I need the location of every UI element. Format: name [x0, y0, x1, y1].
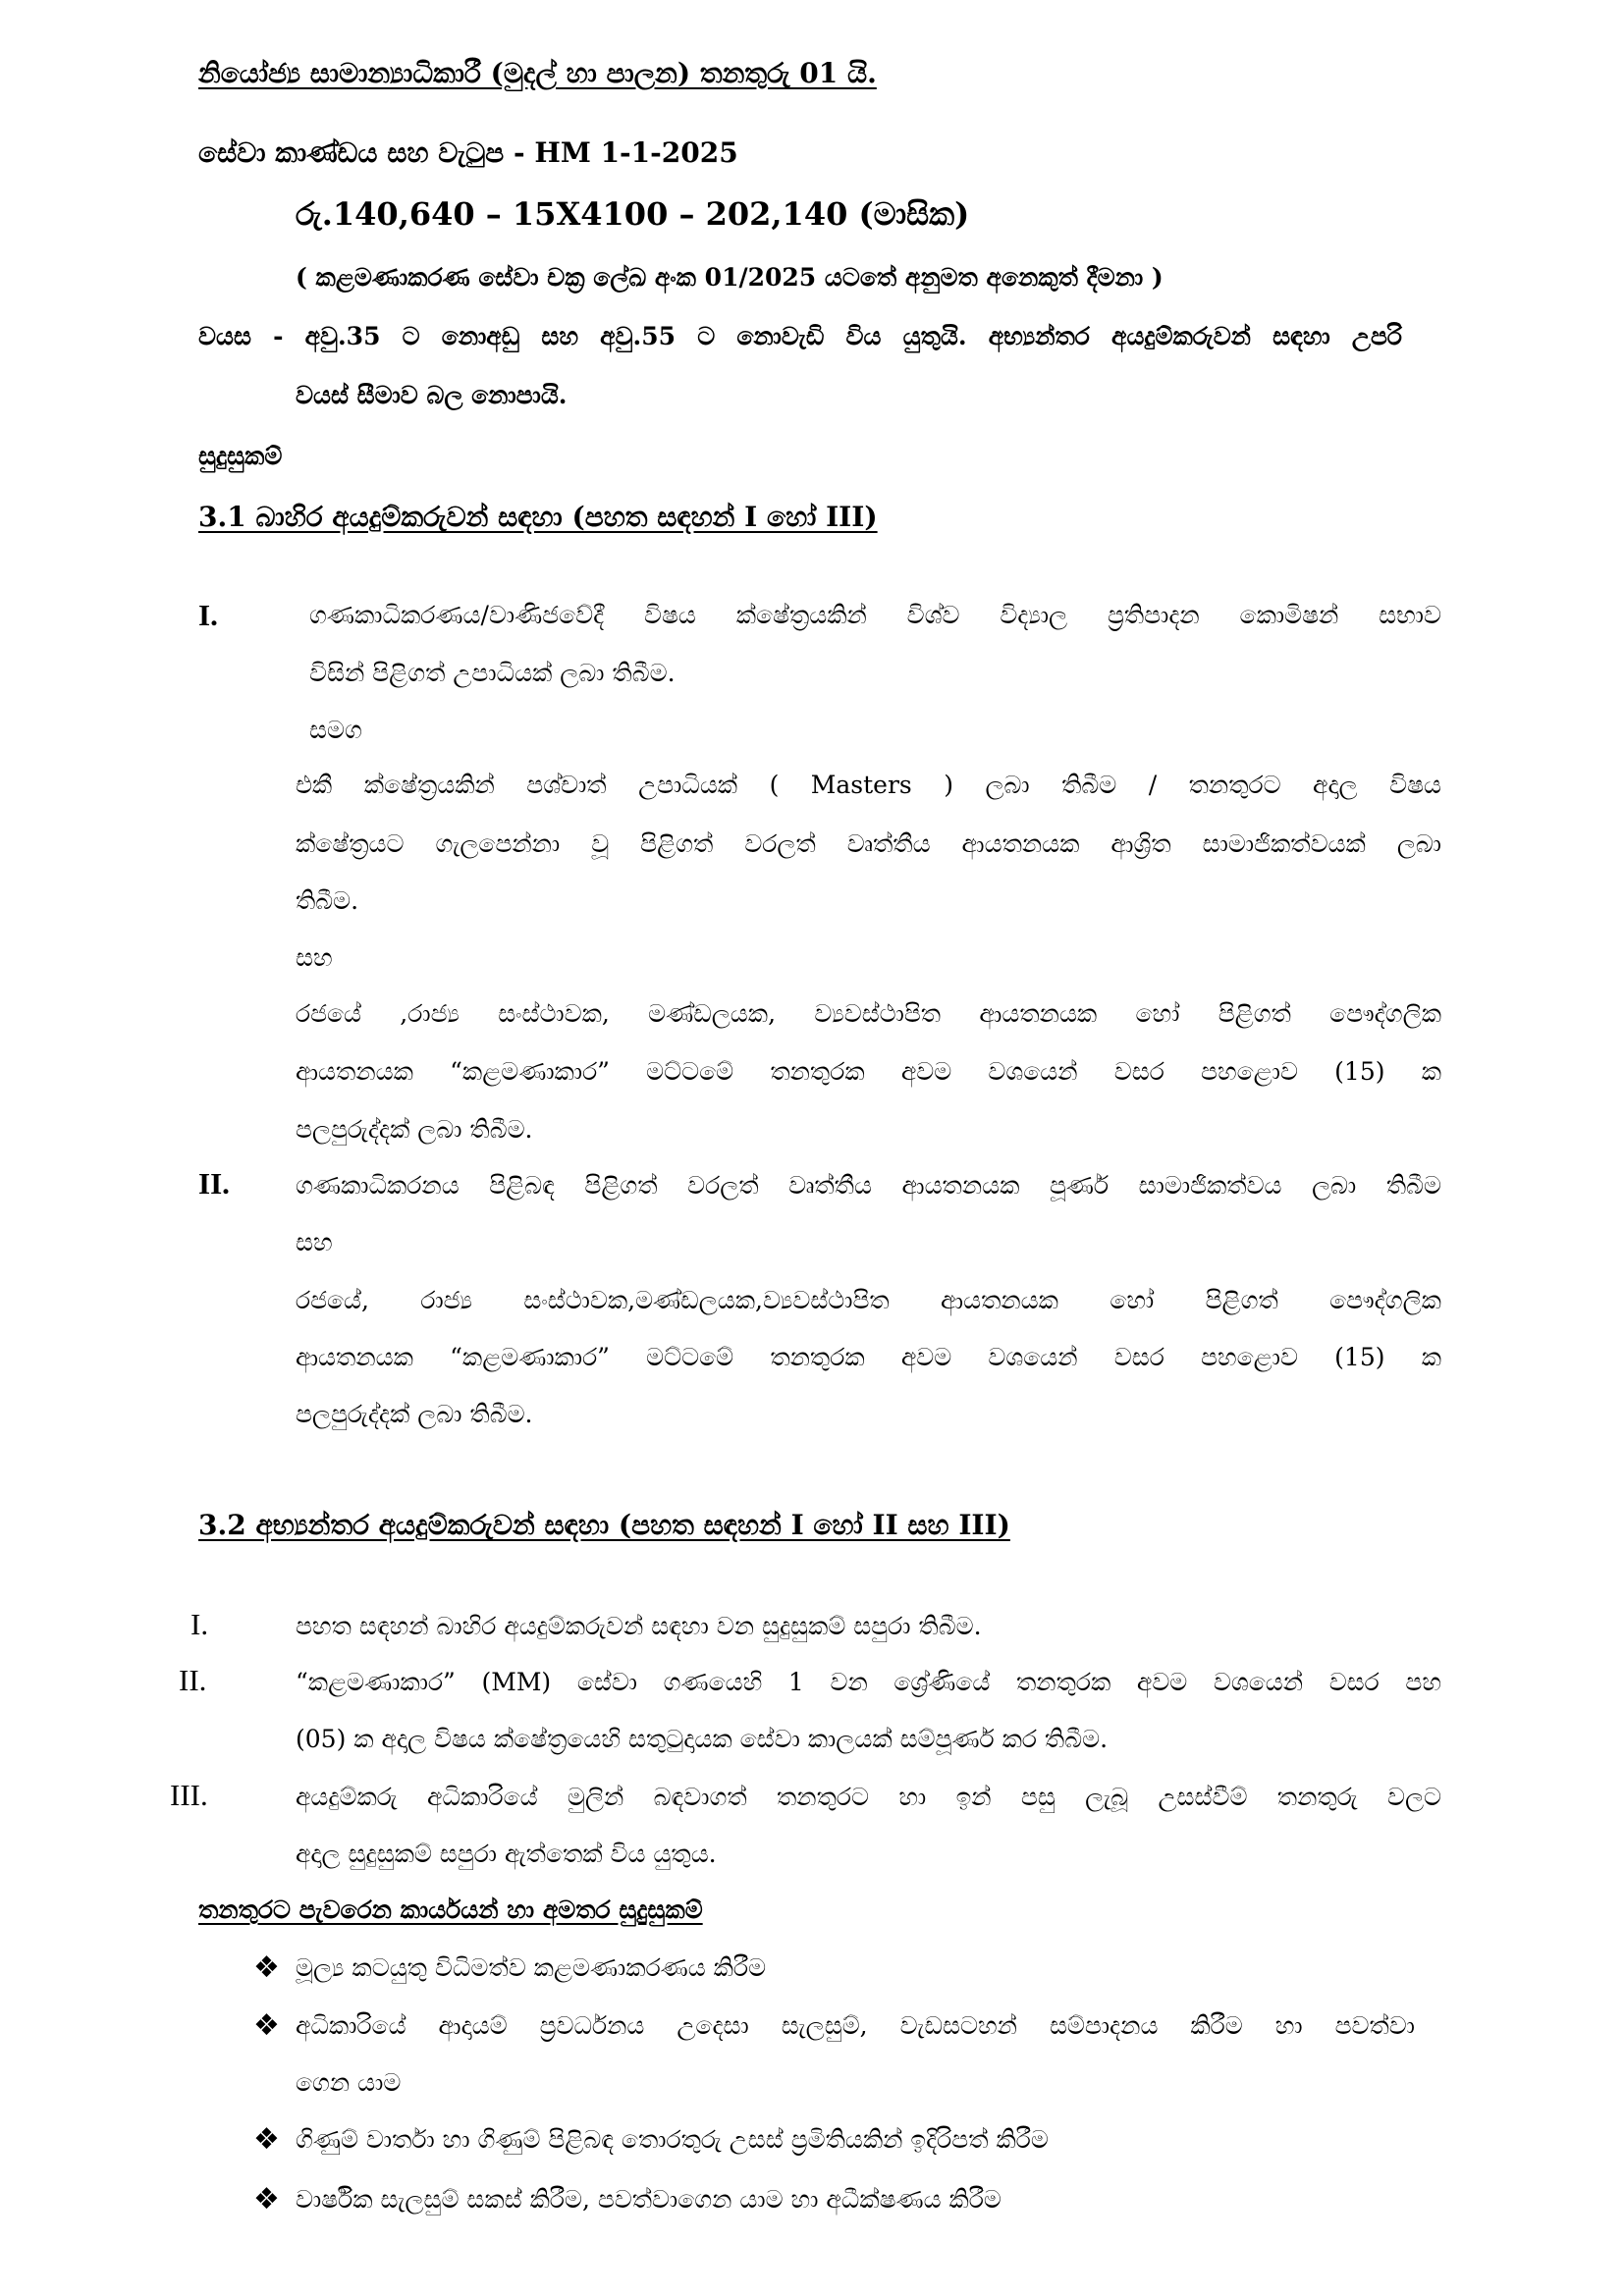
salary-scale: රු.140,640 – 15X4100 – 202,140 (මාසික)	[296, 195, 970, 233]
external-item-text: තිබීම.	[296, 886, 359, 915]
internal-item-number: I.	[190, 1607, 209, 1641]
external-item-text: පලපුරුද්දක් ලබා තිබීම.	[296, 1115, 533, 1144]
bullet-icon: ❖	[253, 2008, 280, 2043]
internal-item-text: පහත සඳහන් බාහිර අයදුම්කරුවන් සඳහා වන සුදුසුකම් සපුරා තිබීම.	[296, 1612, 982, 1640]
duty-item: වාර්ෂික සැලසුම් සකස් කිරීම, පවත්වාගෙන යාම හා අධීක්ෂණය කිරීම	[296, 2185, 1001, 2214]
internal-item-text: අදාල සුදුසුකම් සපුරා ඇත්තෙක් විය යුතුය.	[296, 1840, 717, 1868]
internal-item-number: II.	[179, 1663, 207, 1697]
external-item-text: ආයතනයක “කළමණාකාර” මට්ටමේ තනතුරක අවම වශයෙන් වසර පහළොව (15) ක	[296, 1343, 1441, 1371]
external-item-text: රජයේ ,රාජ්‍ය සංස්ථාවක, මණ්ඩලයක, ව්‍යවස්ථාපිත ආයතනයක හෝ පිළිගත් පෞද්ගලික	[296, 999, 1441, 1028]
external-item-text: පලපුරුද්දක් ලබා තිබීම.	[296, 1400, 533, 1428]
age-requirement: වයස - අවු.35 ට නොඅඩු සහ අවු.55 ට නොවැඩි විය යුතුයි. අභ්‍යන්තර අයදුම්කරුවන් සඳහා උපරි	[198, 322, 1402, 350]
internal-item-number: III.	[170, 1778, 208, 1812]
external-item-text: එකී ක්ෂේත්‍රයකින් පශ්චාත් උපාධියක් ( Masters ) ලබා තිබීම / තනතුරට අදාල විෂය	[296, 771, 1441, 799]
service-grade: සේවා කාණ්ඩය සහ වැටුප - HM 1-1-2025	[198, 136, 738, 169]
external-item-number: II.	[198, 1166, 230, 1201]
internal-item-text: “කළමණාකාර” (MM) සේවා ගණයෙහි 1 වන ශ්‍රේණියේ තනතුරක අවම වශයෙන් වසර පහ	[296, 1668, 1441, 1696]
internal-applicants-heading: 3.2 අභ්‍යන්තර අයදුම්කරුවන් සඳහා (පහත සඳහන් I හෝ II සහ III)	[198, 1509, 1010, 1541]
allowance-note: ( කළමණාකරණ සේවා චක්‍ර ලේඛ අංක 01/2025 යටතේ අනුමත අනෙකුත් දීමනා )	[296, 263, 1164, 292]
duties-heading: තනතුරට පැවරෙන කාර්යයන් හා අමතර සුදුසුකම්	[198, 1896, 703, 1924]
external-item-number: I.	[198, 598, 218, 632]
bullet-icon: ❖	[253, 2182, 280, 2216]
duty-item: ගිණුම් වාර්තා හා ගිණුම් පිළිබඳ තොරතුරු උසස් ප්‍රමිතියකින් ඉදිරිපත් කිරීම	[296, 2125, 1049, 2154]
external-item-text: ගණකාධිකරණය/වාණිජවේදී විෂය ක්ෂේත්‍රයකින් විශ්ව විද්‍යාල ප්‍රතිපාදන කොමිෂන් සභාව	[309, 601, 1441, 629]
page-title: නියෝජ්‍ය සාමාන්‍යාධිකාරී (මුදල් හා පාලන) තනතුරු 01 යි.	[198, 57, 877, 89]
external-item-text: විසින් පිළිගත් උපාධියක් ලබා තිබීම.	[309, 659, 676, 687]
conjunction-text: සහ	[296, 1228, 333, 1256]
external-applicants-heading: 3.1 බාහිර අයදුම්කරුවන් සඳහා (පහත සඳහන් I හෝ III)	[198, 501, 878, 533]
internal-item-text: (05) ක අදාල විෂය ක්ෂේත්‍රයෙහි සතුටුදායක සේවා කාලයක් සම්පූර්ණ කර තිබීම.	[296, 1725, 1109, 1753]
bullet-icon: ❖	[253, 2122, 280, 2157]
duty-item: අධිකාරියේ ආදායම් ප්‍රවර්ධනය උදෙසා සැලසුම්, වැඩසටහන් සම්පාදනය කිරීම හා පවත්වා	[296, 2011, 1415, 2040]
qualifications-heading: සුදුසුකම්	[198, 442, 283, 470]
conjunction-text: සමග	[309, 716, 362, 744]
duty-item: මූල්‍ය කටයුතු විධිමත්ව කළමණාකරණය කිරීම	[296, 1953, 767, 1982]
age-requirement-cont: වයස් සීමාව බල නොපායි.	[296, 381, 568, 409]
conjunction-text: සහ	[296, 943, 333, 972]
bullet-icon: ❖	[253, 1950, 280, 1985]
duty-item: ගෙන යාම	[296, 2068, 402, 2097]
external-item-text: රජයේ, රාජ්‍ය සංස්ථාවක,මණ්ඩලයක,ව්‍යවස්ථාපිත ආයතනයක හෝ පිළිගත් පෞද්ගලික	[296, 1286, 1441, 1314]
external-item-text: ආයතනයක “කළමණාකාර” මට්ටමේ තනතුරක අවම වශයෙන් වසර පහළොව (15) ක	[296, 1057, 1441, 1086]
external-item-text: ක්ෂේත්‍රයට ගැලපෙන්නා වූ පිළිගත් වරලත් වෘත්තීය ආයතනයක ආශ්‍රිත සාමාජිකත්වයක් ලබා	[296, 829, 1441, 858]
external-item-text: ගණකාධිකරනය පිළිබඳ පිළිගත් වරලත් වෘත්තීය ආයතනයක පූර්ණ සාමාජිකත්වය ලබා තිබීම	[296, 1171, 1441, 1200]
internal-item-text: අයදුම්කරු අධිකාරියේ මුලින් බඳවාගත් තනතුරට හා ඉන් පසු ලැබූ උසස්වීම් තනතුරු වලට	[296, 1783, 1441, 1811]
